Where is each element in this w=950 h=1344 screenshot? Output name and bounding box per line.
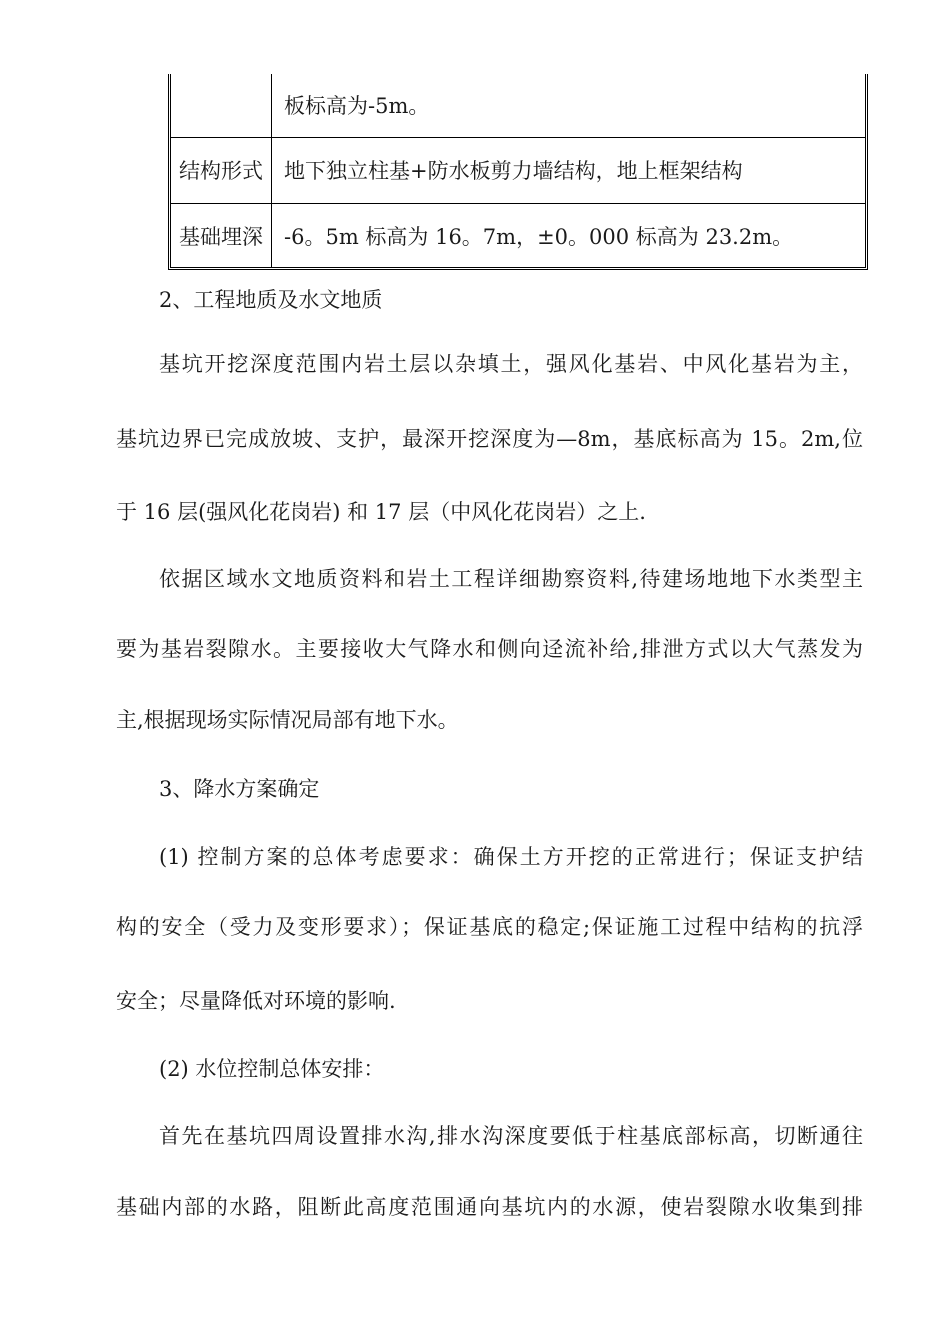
table-value-cell: 地下独立柱基+防水板剪力墙结构，地上框架结构 [272, 137, 866, 203]
table-row [171, 74, 865, 137]
paragraph-line: 首先在基坑四周设置排水沟,排水沟深度要低于柱基底部标高，切断通往 [159, 1124, 863, 1148]
paragraph-line: 于 16 层(强风化花岗岩) 和 17 层（中风化花岗岩）之上. [116, 500, 646, 524]
paragraph-line: 依据区域水文地质资料和岩土工程详细勘察资料,待建场地地下水类型主 [159, 567, 863, 591]
info-table [171, 74, 865, 267]
paragraph-line: (2) 水位控制总体安排： [159, 1057, 385, 1081]
table-label-cell: 基础埋深 [171, 204, 272, 268]
table-row [171, 137, 865, 203]
paragraph-line: 基础内部的水路，阻断此高度范围通向基坑内的水源，使岩裂隙水收集到排 [116, 1195, 863, 1219]
paragraph-line: 基坑边界已完成放坡、支护，最深开挖深度为—8m，基底标高为 15。2m,位 [116, 427, 863, 451]
paragraph-line: (1) 控制方案的总体考虑要求：确保土方开挖的正常进行；保证支护结 [159, 845, 863, 869]
paragraph-line: 安全；尽量降低对环境的影响. [116, 989, 396, 1013]
paragraph-line: 基坑开挖深度范围内岩土层以杂填土，强风化基岩、中风化基岩为主， [159, 352, 863, 376]
project-info-table [168, 74, 868, 270]
section-heading: 3、降水方案确定 [159, 777, 320, 801]
paragraph-line: 要为基岩裂隙水。主要接收大气降水和侧向迳流补给,排泄方式以大气蒸发为 [116, 637, 863, 661]
table-value-cell: 板标高为-5m。 [272, 74, 866, 137]
table-row [171, 204, 865, 268]
paragraph-line: 主,根据现场实际情况局部有地下水。 [116, 708, 459, 732]
section-heading: 2、工程地质及水文地质 [159, 288, 383, 312]
table-label-cell: 结构形式 [171, 137, 272, 203]
paragraph-line: 构的安全（受力及变形要求）；保证基底的稳定;保证施工过程中结构的抗浮 [116, 915, 863, 939]
table-value-cell: -6。5m 标高为 16。7m，±0。000 标高为 23.2m。 [272, 204, 866, 268]
table-label-cell [171, 74, 272, 137]
